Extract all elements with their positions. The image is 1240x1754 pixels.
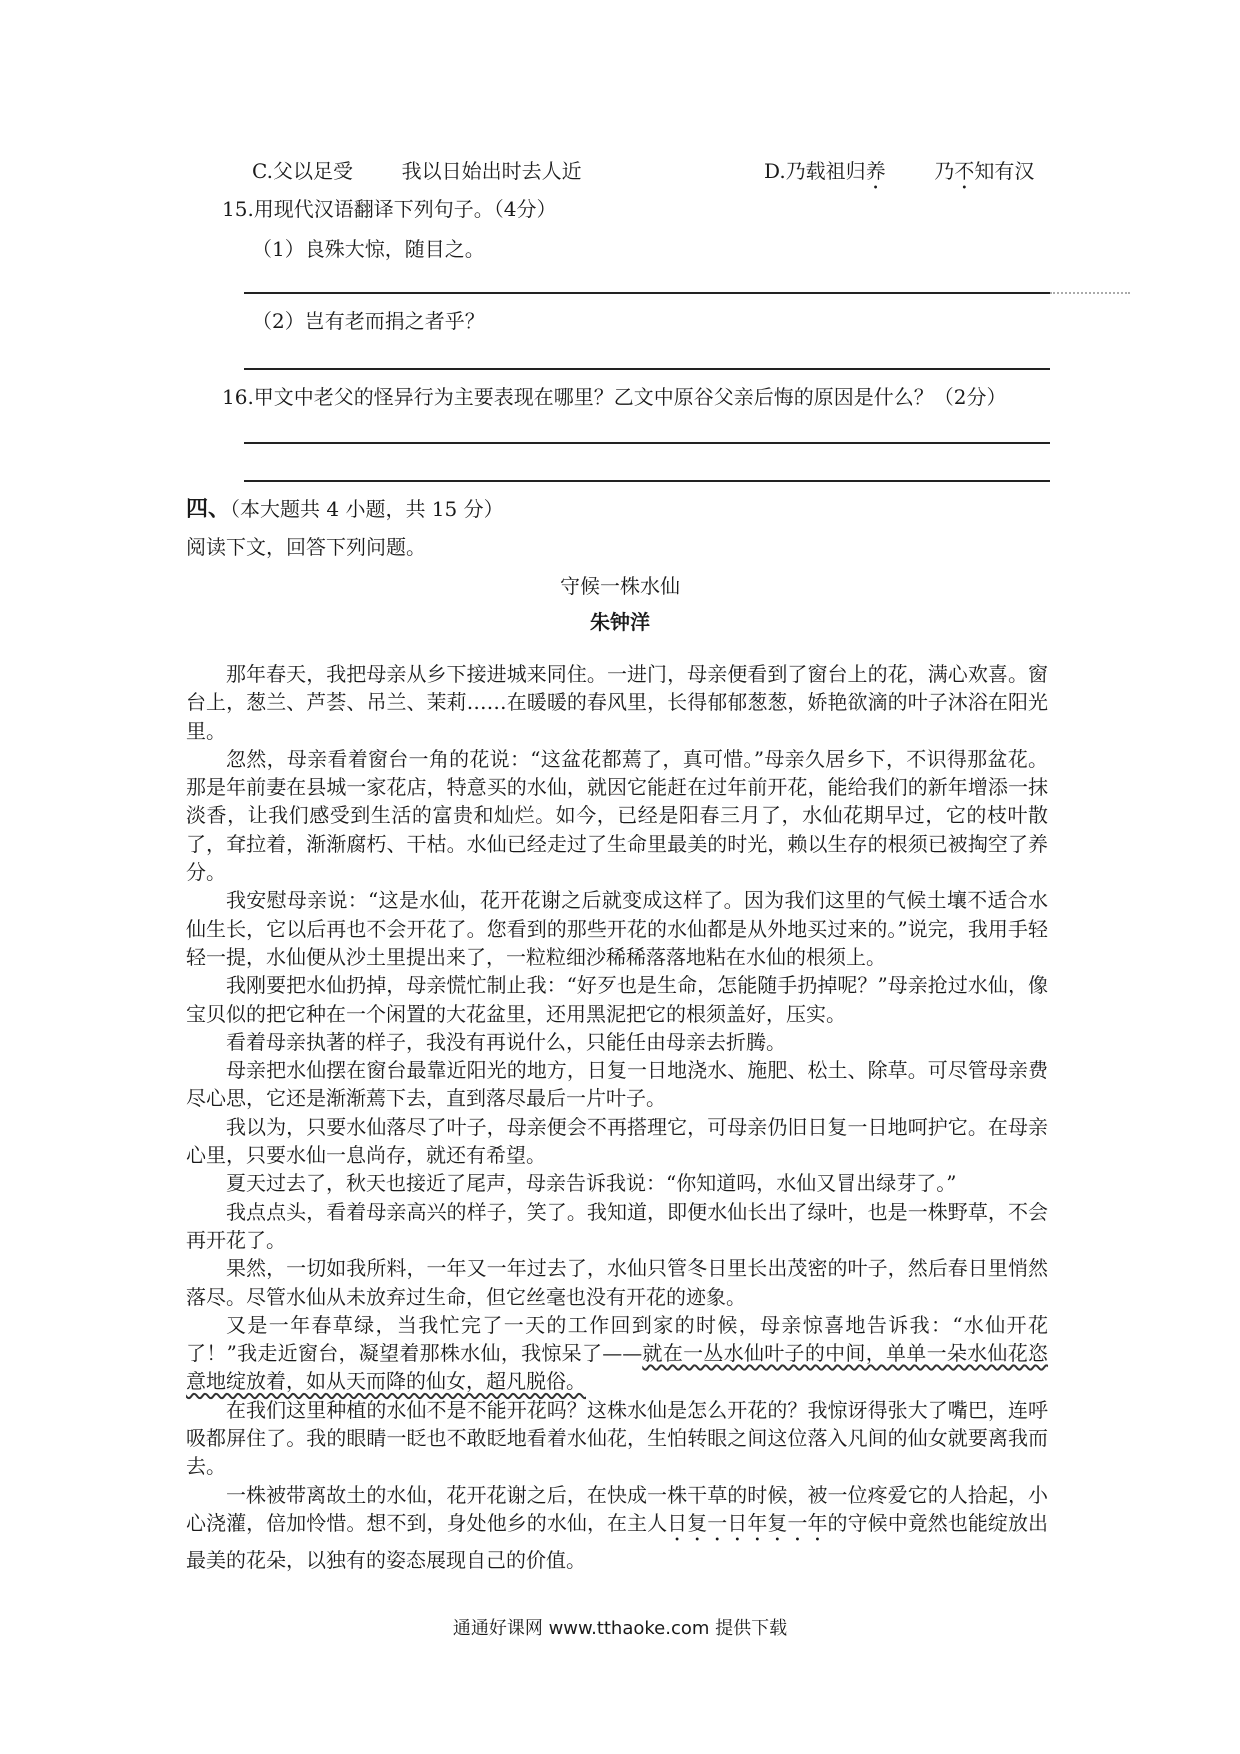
question-15-stem: 15.用现代汉语翻译下列句子。（4分） (222, 197, 557, 221)
option-d-part2-post: 知有汉 (974, 159, 1035, 183)
question-16-stem: 16.甲文中老父的怪异行为主要表现在哪里？乙文中原谷父亲后悔的原因是什么？（2分） (222, 385, 1007, 409)
article-paragraph-text: 的守候中竟然也能绽放出最美的花朵，以独有的姿态展现自己的价值。 (186, 1510, 1049, 1572)
article-paragraph: 忽然，母亲看着窗台一角的花说：“这盆花都蔫了，真可惜。”母亲久居乡下，不识得那盆花。那是年前妻在县城一家花店，特意买的水仙，就因它能赶在过年前开花，能给我们的新年增添一抹淡香，让我们感受到生活的富贵和灿烂。如今，已经是阳春三月了，水仙花期早过，它的枝叶散了，耷拉着，渐渐腐朽、干枯。水仙已经走过了生命里最美的时光，赖以生存的根须已被掏空了养分。 (186, 746, 1048, 885)
article-paragraph: 母亲把水仙摆在窗台最靠近阳光的地方，日复一日地浇水、施肥、松土、除草。可尽管母亲费尽心思，它还是渐渐蔫下去，直到落尽最后一片叶子。 (186, 1058, 1048, 1111)
article-paragraph (186, 1311, 1048, 1396)
article-paragraph-text: 又是一年春草绿，当我忙完了一天的工作回到家的时候，母亲惊喜地告诉我：“水仙开花了！”我走近窗台，凝望着那株水仙，我惊呆了—— (186, 1312, 1048, 1366)
option-c (252, 156, 582, 186)
section-4-header (186, 494, 504, 524)
option-d (764, 156, 1034, 194)
section-4-heading: 四、 (186, 496, 231, 522)
article-paragraph: 我安慰母亲说：“这是水仙，花开花谢之后就变成这样了。因为我们这里的气候土壤不适合水仙生长，它以后再也不会开花了。您看到的那些开花的水仙都是从外地买过来的。”说完，我用手轻轻一提，水仙便从沙土里提出来了，一粒粒细沙稀稀落落地粘在水仙的根须上。 (186, 888, 1048, 969)
question-15-item-1: （1）良殊大惊，随目之。 (252, 237, 485, 261)
question-15-item-2: （2）岂有老而捐之者乎？ (252, 309, 485, 333)
option-d-part1-dot: 养 (865, 159, 886, 183)
article-paragraph: 在我们这里种植的水仙不是不能开花吗？这株水仙是怎么开花的？我惊讶得张大了嘴巴，连呼吸都屏住了。我的眼睛一眨也不敢眨地看着水仙花，生怕转眼之间这位落入凡间的仙女就要离我而去。 (186, 1397, 1048, 1479)
dotted-phrase: 日复一日年复一年 (667, 1510, 828, 1535)
option-d-part2-pre: 乃 (934, 159, 955, 183)
article-paragraph: 我点点头，看着母亲高兴的样子，笑了。我知道，即便水仙长出了绿叶，也是一株野草，不会再开花了。 (186, 1199, 1048, 1252)
article-title: 守候一株水仙 (560, 574, 680, 598)
article-paragraph: 夏天过去了，秋天也接近了尾声，母亲告诉我说：“你知道吗，水仙又冒出绿芽了。” (226, 1171, 957, 1196)
article-paragraph: 那年春天，我把母亲从乡下接进城来同住。一进门，母亲便看到了窗台上的花，满心欢喜。窗台上，葱兰、芦荟、吊兰、茉莉……在暖暖的春风里，长得郁郁葱葱，娇艳欲滴的叶子沐浴在阳光里。 (186, 662, 1048, 743)
article-paragraph-text: 一株被带离故土的水仙，花开花谢之后，在快成一株干草的时候，被一位疼爱它的人拾起，小心浇灌，倍加怜惜。想不到，身处他乡的水仙，在主人 (186, 1482, 1048, 1535)
article-paragraph: 看着母亲执著的样子，我没有再说什么，只能任由母亲去折腾。 (226, 1029, 786, 1054)
option-c-part2: 我以日始出时去人近 (401, 159, 582, 183)
answer-line-16-2[interactable] (244, 480, 1050, 482)
answer-line-15-1[interactable] (244, 292, 1050, 294)
page-footer: 通通好课网 www.tthaoke.com 提供下载 (452, 1618, 788, 1639)
article-body (186, 660, 1048, 1574)
option-c-part1: 父以足受 (272, 159, 353, 183)
option-c-label: C. (252, 159, 273, 183)
option-d-part1-pre: 乃载祖归 (785, 159, 866, 183)
article-paragraph (186, 1481, 1048, 1575)
article-paragraph: 我以为，只要水仙落尽了叶子，母亲便会不再搭理它，可母亲仍旧日复一日地呵护它。在母亲心里，只要水仙一息尚存，就还有希望。 (186, 1114, 1048, 1168)
section-4-info: （本大题共 4 小题，共 15 分） (230, 497, 504, 521)
section-4-instruction: 阅读下文，回答下列问题。 (186, 535, 426, 559)
option-d-label: D. (764, 159, 786, 183)
answer-line-15-2[interactable] (244, 368, 1050, 370)
article-paragraph: 我刚要把水仙扔掉，母亲慌忙制止我：“好歹也是生命，怎能随手扔掉呢？”母亲抢过水仙，像宝贝似的把它种在一个闲置的大花盆里，还用黑泥把它的根须盖好，压实。 (186, 973, 1048, 1026)
answer-line-16-1[interactable] (244, 442, 1050, 444)
article-paragraph: 果然，一切如我所料，一年又一年过去了，水仙只管冬日里长出茂密的叶子，然后春日里悄然落尽。尽管水仙从未放弃过生命，但它丝毫也没有开花的迹象。 (186, 1256, 1048, 1309)
answer-line-15-1-extension (1050, 292, 1130, 294)
option-d-part2-dot: 不 (954, 159, 975, 183)
wavy-underlined-sentence: 就在一丛水仙叶子的中间，单单一朵水仙花恣意地绽放着，如从天而降的仙女，超凡脱俗。 (186, 1341, 1049, 1394)
article-author: 朱钟洋 (590, 610, 650, 634)
